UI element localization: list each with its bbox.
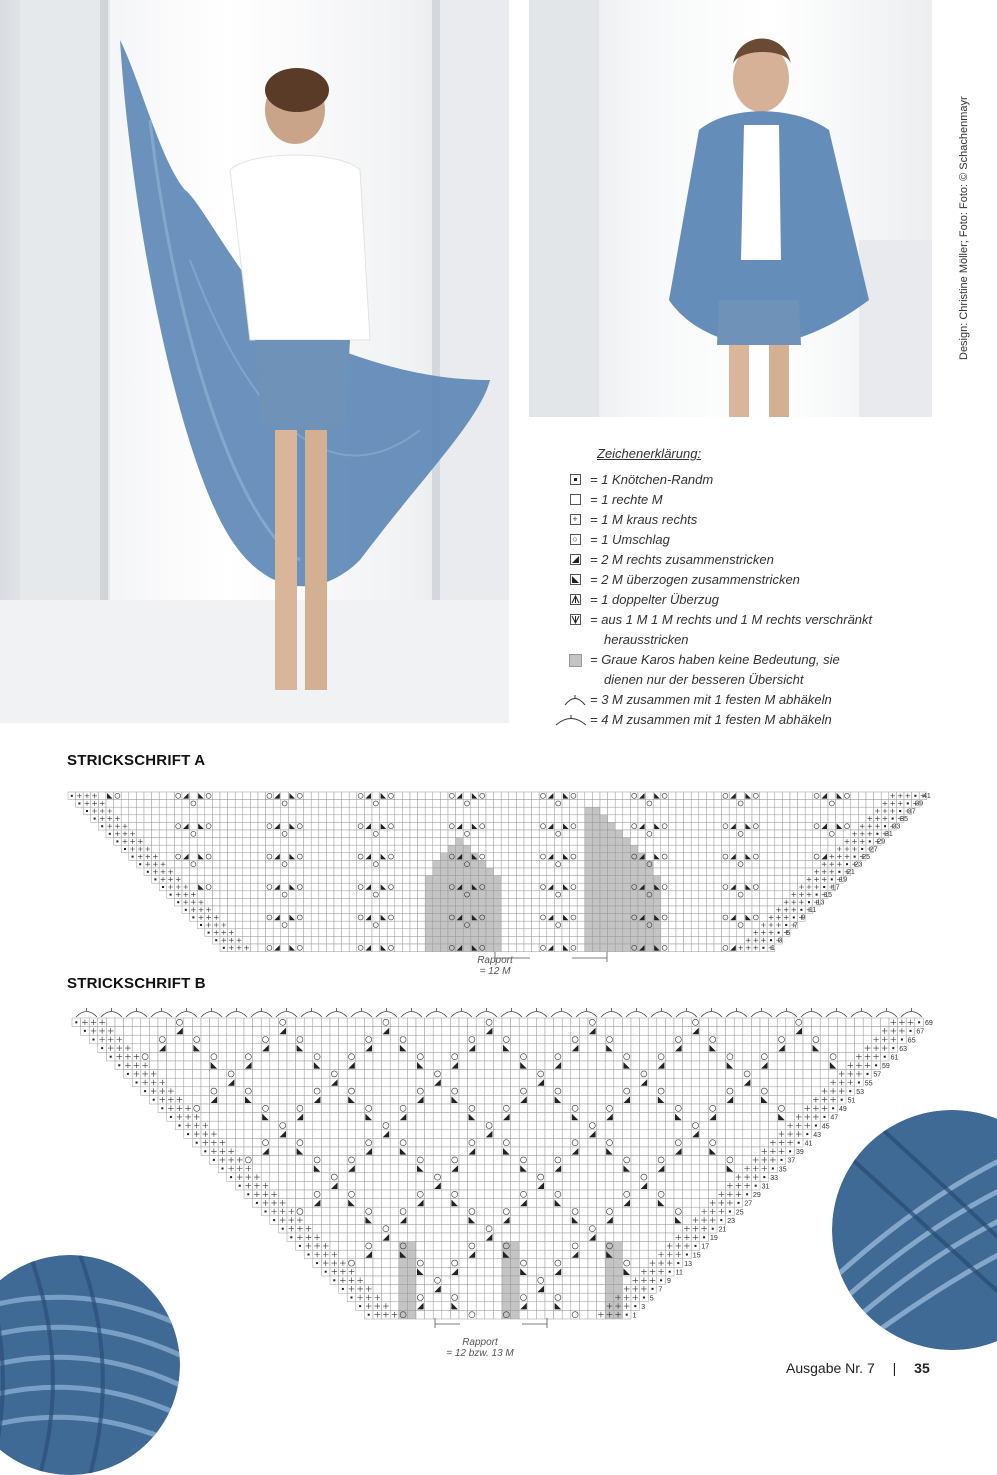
row-number: 21: [847, 869, 855, 876]
row-number: 59: [882, 1063, 890, 1070]
row-number: 67: [916, 1029, 924, 1036]
legend-row: [560, 570, 940, 590]
crochet-3-icon: [562, 694, 588, 706]
chart-cells: [68, 792, 927, 952]
photo-shawl-front-illustration: [529, 0, 932, 417]
row-number: 31: [762, 1184, 770, 1191]
row-number: 17: [832, 884, 840, 891]
legend-text: = 1 rechte M: [590, 490, 940, 510]
legend-row: [560, 650, 940, 690]
row-number: 3: [641, 1304, 645, 1311]
crochet-arc: [201, 1012, 222, 1018]
legend-row: [560, 530, 940, 550]
row-number: 1: [771, 945, 775, 952]
legend-text: = 1 doppelter Überzug: [590, 590, 940, 610]
yarn-over-icon: ○: [570, 534, 581, 545]
crochet-arc: [76, 1012, 97, 1018]
legend-row: [560, 710, 940, 730]
photo-credit: Design: Christine Möller; Foto: Foto: © Schachenmayr: [958, 60, 970, 360]
ssk-icon: [570, 574, 581, 585]
row-number: 3: [779, 938, 783, 945]
row-number: 29: [753, 1192, 761, 1199]
crochet-arc: [376, 1012, 397, 1018]
legend-text-line2: herausstricken: [604, 630, 940, 650]
row-number: 21: [719, 1227, 727, 1234]
row-number: 17: [701, 1244, 709, 1251]
crochet-arc: [501, 1012, 522, 1018]
row-number: 57: [873, 1072, 881, 1079]
gray-square-icon: [569, 654, 582, 667]
row-number: 35: [900, 816, 908, 823]
legend-text: = 1 Knötchen-Randm: [590, 470, 940, 490]
row-number: 41: [805, 1141, 813, 1148]
chart-b-rapport-value: = 12 bzw. 13 M: [420, 1348, 540, 1359]
legend-text-line1: = aus 1 M 1 M rechts und 1 M rechts verschränkt: [590, 610, 940, 630]
row-number: 69: [925, 1020, 933, 1027]
legend-row: [560, 490, 940, 510]
crochet-arc: [476, 1012, 497, 1018]
crochet-arc: [126, 1012, 147, 1018]
chart-b-grid: [60, 1000, 950, 1350]
chart-a-rapport-label: Rapport: [440, 955, 550, 966]
garter-stitch-icon: +: [570, 514, 581, 525]
row-number: 27: [744, 1201, 752, 1208]
chart-b-heading: STRICKSCHRIFT B: [67, 975, 206, 992]
legend-text: = 3 M zusammen mit 1 festen M abhäkeln: [590, 690, 940, 710]
photo-shawl-back: [0, 0, 509, 723]
legend-title: Zeichenerklärung:: [597, 446, 940, 464]
legend-text-line2: dienen nur der besseren Übersicht: [604, 670, 940, 690]
row-number: 29: [877, 839, 885, 846]
crochet-arc: [401, 1012, 422, 1018]
row-number: 23: [727, 1218, 735, 1225]
crochet-arc: [101, 1012, 122, 1018]
chart-a-rapport-value: = 12 M: [440, 966, 550, 977]
row-number: 49: [839, 1106, 847, 1113]
legend-row: [560, 550, 940, 570]
row-number: 15: [824, 892, 832, 899]
row-number: 37: [908, 808, 916, 815]
row-number: 63: [899, 1046, 907, 1053]
increase-icon: [570, 614, 581, 625]
row-number: 45: [822, 1123, 830, 1130]
double-decrease-icon: [570, 594, 581, 605]
crochet-4-icon: [553, 714, 589, 726]
crochet-arc: [701, 1012, 722, 1018]
chart-a-rapport: [440, 955, 550, 977]
row-number: 23: [855, 862, 863, 869]
crochet-arc: [176, 1012, 197, 1018]
row-number: 33: [893, 824, 901, 831]
crochet-arc: [601, 1012, 622, 1018]
knit-stitch-icon: [570, 494, 581, 505]
crochet-arc: [451, 1012, 472, 1018]
row-number: 9: [801, 915, 805, 922]
legend-text: [590, 650, 940, 690]
legend-text: = 4 M zusammen mit 1 festen M abhäkeln: [590, 710, 940, 730]
chart-a-heading: STRICKSCHRIFT A: [67, 752, 205, 769]
row-number: 51: [848, 1098, 856, 1105]
row-number: 5: [650, 1295, 654, 1302]
row-number: 25: [862, 854, 870, 861]
row-number: 33: [770, 1175, 778, 1182]
row-number: 19: [710, 1235, 718, 1242]
row-number: 11: [676, 1270, 683, 1277]
legend-text: [590, 610, 940, 650]
row-number: 25: [736, 1209, 744, 1216]
legend-row: [560, 470, 940, 490]
crochet-arc: [726, 1012, 747, 1018]
legend-text: = 2 M rechts zusammenstricken: [590, 550, 940, 570]
row-number: 39: [796, 1149, 804, 1156]
row-number: 65: [908, 1037, 916, 1044]
row-number: 15: [693, 1252, 701, 1259]
crochet-arc: [876, 1012, 897, 1018]
crochet-arc: [526, 1012, 547, 1018]
crochet-arc: [251, 1012, 272, 1018]
row-number: 9: [667, 1278, 671, 1285]
row-number: 5: [786, 930, 790, 937]
chart-b-rapport: [420, 1337, 540, 1359]
legend-row: [560, 590, 940, 610]
row-number: 19: [839, 877, 847, 884]
row-number: 35: [779, 1166, 787, 1173]
crochet-arc: [551, 1012, 572, 1018]
row-number: 39: [915, 801, 923, 808]
crochet-arc: [851, 1012, 872, 1018]
crochet-arc: [751, 1012, 772, 1018]
row-number: 53: [856, 1089, 864, 1096]
crochet-arc: [226, 1012, 247, 1018]
row-number: 47: [830, 1115, 838, 1122]
legend-text: = 1 Umschlag: [590, 530, 940, 550]
row-number: 37: [787, 1158, 795, 1165]
row-number: 11: [809, 907, 816, 914]
row-number: 55: [865, 1080, 873, 1087]
chart-cells: [72, 1018, 923, 1319]
crochet-arc: [426, 1012, 447, 1018]
chart-b-rapport-label: Rapport: [420, 1337, 540, 1348]
k2tog-icon: [570, 554, 581, 565]
row-number: 13: [684, 1261, 692, 1268]
crochet-arc: [826, 1012, 847, 1018]
page-number: 35: [914, 1360, 930, 1376]
legend-row: [560, 610, 940, 650]
crochet-arc: [901, 1012, 922, 1018]
knot-selvage-icon: [570, 474, 581, 485]
crochet-arc: [576, 1012, 597, 1018]
row-number: 41: [923, 793, 931, 800]
crochet-arc: [351, 1012, 372, 1018]
issue-number: Ausgabe Nr. 7: [786, 1360, 875, 1376]
legend-row: [560, 690, 940, 710]
footer-separator: |: [893, 1360, 897, 1376]
crochet-arc: [801, 1012, 822, 1018]
row-number: 7: [658, 1287, 662, 1294]
crochet-arc: [326, 1012, 347, 1018]
legend-text: = 2 M überzogen zusammenstricken: [590, 570, 940, 590]
row-number: 31: [885, 831, 893, 838]
photo-shawl-front: [529, 0, 932, 417]
page-footer: [786, 1360, 930, 1376]
photo-shawl-back-illustration: [0, 0, 509, 723]
legend-text-line1: = Graue Karos haben keine Bedeutung, sie: [590, 650, 940, 670]
rapport-bracket: [435, 1318, 547, 1328]
row-number: 61: [891, 1055, 899, 1062]
crochet-arc: [776, 1012, 797, 1018]
crochet-arc: [301, 1012, 322, 1018]
row-number: 13: [817, 900, 825, 907]
crochet-arc: [626, 1012, 647, 1018]
crochet-arc: [651, 1012, 672, 1018]
crochet-arc: [151, 1012, 172, 1018]
crochet-arc: [276, 1012, 297, 1018]
row-number: 7: [794, 922, 798, 929]
crochet-arc: [676, 1012, 697, 1018]
row-number: 1: [633, 1313, 637, 1320]
legend-text: = 1 M kraus rechts: [590, 510, 940, 530]
row-number: 43: [813, 1132, 821, 1139]
legend-row: [560, 510, 940, 530]
legend: [560, 446, 940, 730]
row-number: 27: [870, 846, 878, 853]
